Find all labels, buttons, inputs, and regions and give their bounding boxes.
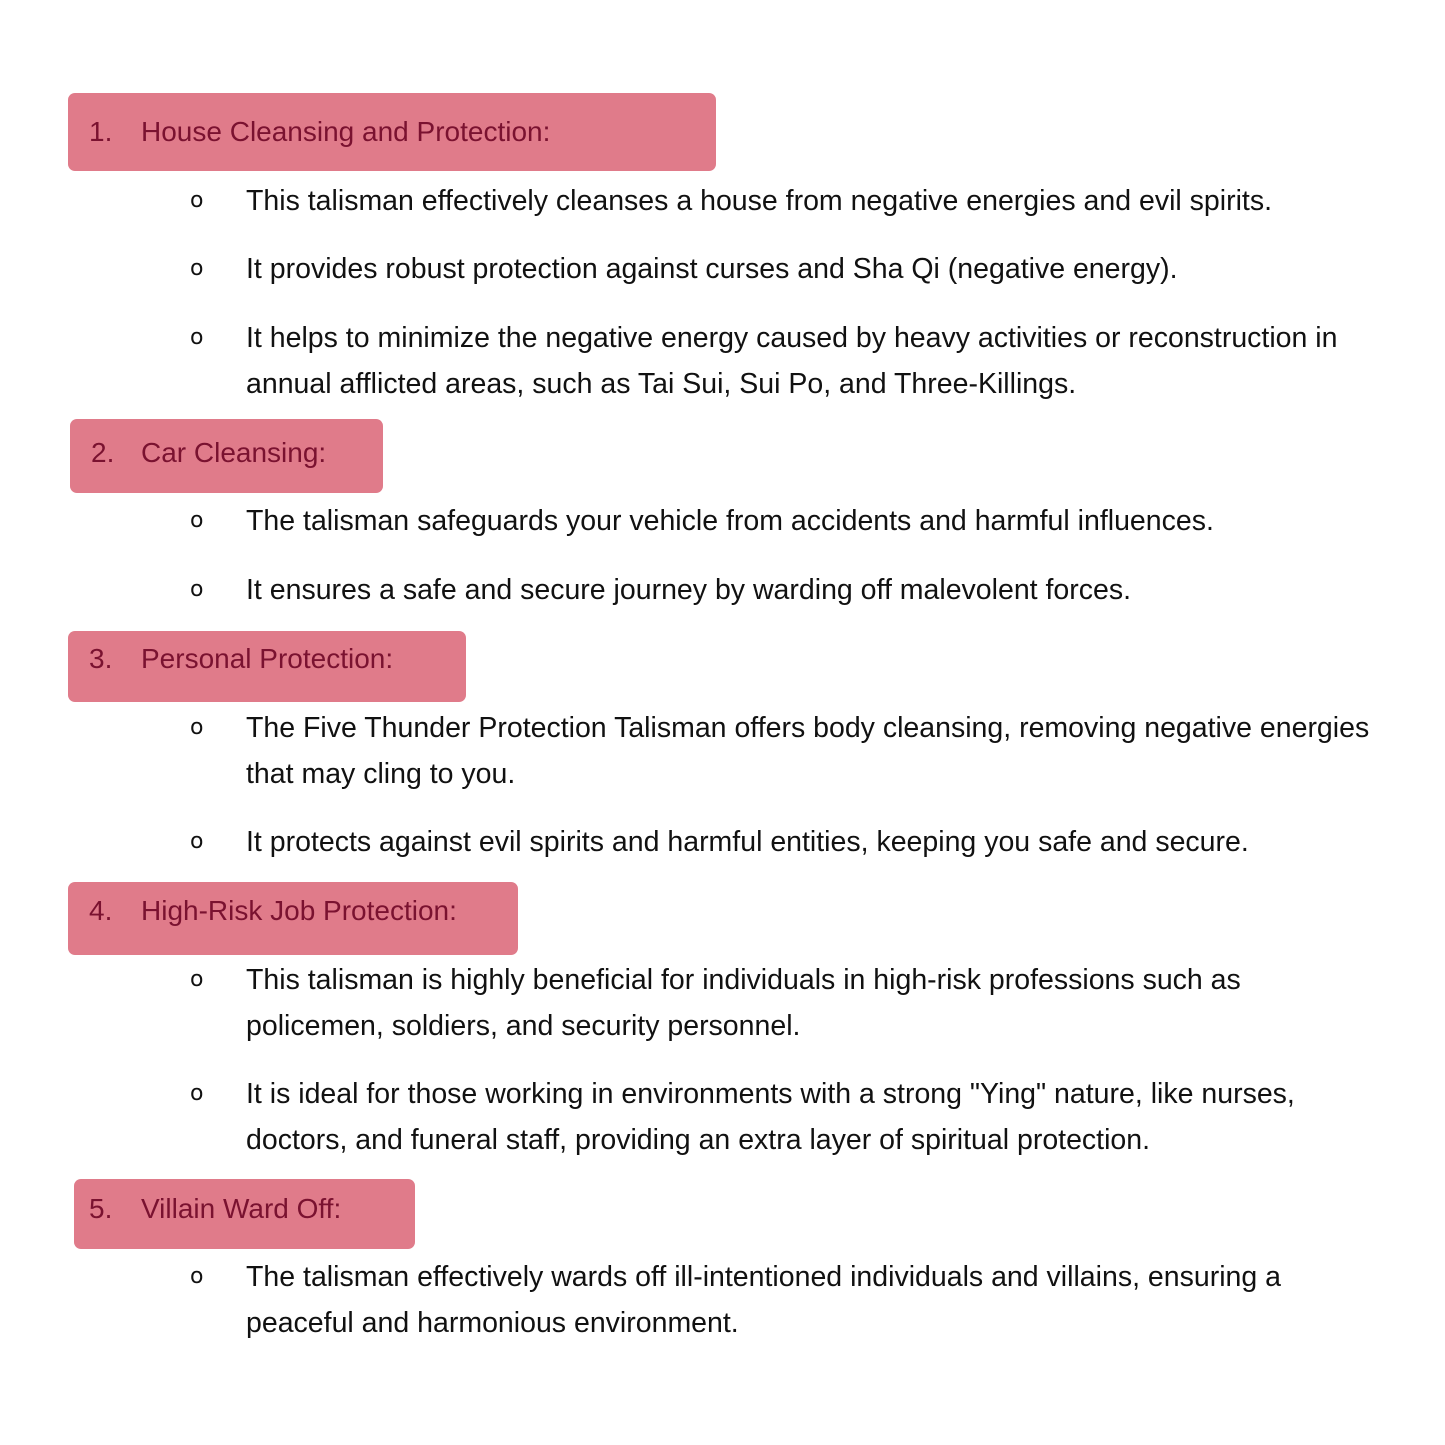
section-title: House Cleansing and Protection: [141, 116, 551, 147]
bullet-circle-icon: o [190, 508, 204, 533]
section-header-4 [68, 882, 518, 955]
bullet-circle-icon: o [190, 1264, 204, 1289]
bullet-circle-icon: o [190, 256, 204, 281]
section-header-2 [70, 419, 383, 493]
section-title: Villain Ward Off: [141, 1193, 342, 1224]
section-number: 4. [89, 895, 113, 926]
section-header-3 [68, 631, 466, 702]
bullet-circle-icon: o [190, 325, 204, 350]
bullet-circle-icon: o [190, 829, 204, 854]
list-item-text: This talisman effectively cleanses a house from negative energies and evil spirits. [246, 185, 1272, 217]
list-item-text: The talisman safeguards your vehicle from accidents and harmful influences. [246, 505, 1214, 537]
list-item-text: The Five Thunder Protection Talisman offers body cleansing, removing negative energies that may cling to you. [246, 712, 1370, 790]
section-header-5 [74, 1179, 415, 1249]
list-item-text: The talisman effectively wards off ill-intentioned individuals and villains, ensuring a peaceful and harmonious environment. [246, 1261, 1282, 1339]
section-number: 3. [89, 643, 113, 674]
list-item-text: It protects against evil spirits and harmful entities, keeping you safe and secure. [246, 826, 1249, 858]
section-title: Car Cleansing: [141, 437, 327, 468]
bullet-circle-icon: o [190, 715, 204, 740]
section-number: 5. [89, 1193, 113, 1224]
list-item-text: It is ideal for those working in environments with a strong "Ying" nature, like nurses, doctors, and funeral staff, providing an extra layer of spiritual protection. [246, 1078, 1295, 1156]
bullet-circle-icon: o [190, 1081, 204, 1106]
list-item-text: It helps to minimize the negative energy caused by heavy activities or reconstruction in annual afflicted areas, such as Tai Sui, Sui Po, and Three-Killings. [246, 322, 1338, 400]
section-number: 1. [89, 116, 113, 147]
section-title: Personal Protection: [141, 643, 394, 674]
list-item-text: This talisman is highly beneficial for individuals in high-risk professions such as policemen, soldiers, and security personnel. [246, 964, 1241, 1042]
bullet-circle-icon: o [190, 188, 204, 213]
bullet-circle-icon: o [190, 967, 204, 992]
section-header-1 [68, 93, 716, 171]
list-item-text: It provides robust protection against curses and Sha Qi (negative energy). [246, 253, 1178, 285]
list-item-text: It ensures a safe and secure journey by warding off malevolent forces. [246, 574, 1132, 606]
section-number: 2. [91, 437, 115, 468]
bullet-circle-icon: o [190, 577, 204, 602]
section-title: High-Risk Job Protection: [141, 895, 457, 926]
